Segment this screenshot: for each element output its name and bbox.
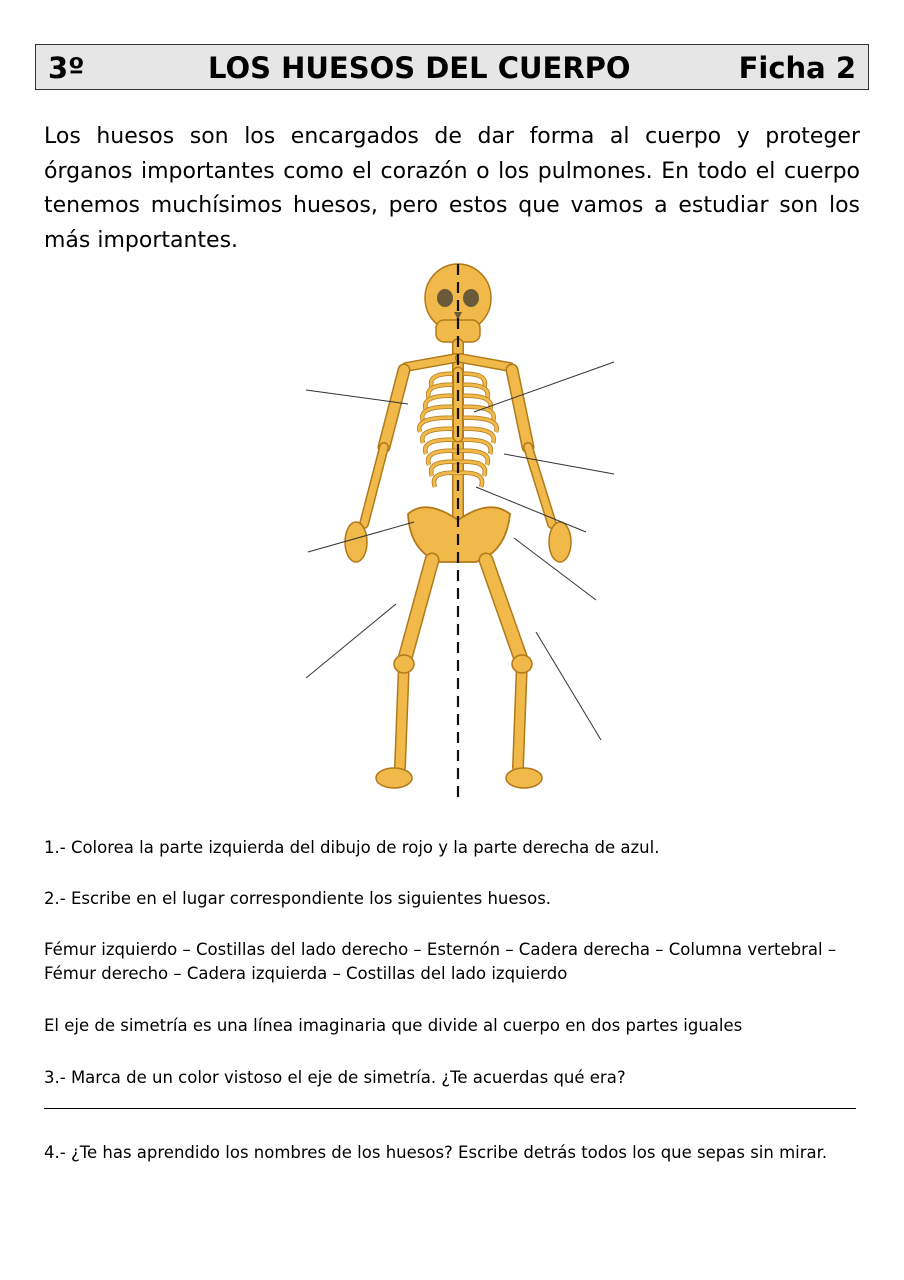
left-foot: [376, 768, 412, 788]
question-2: 2.- Escribe en el lugar correspondiente los siguientes huesos.: [44, 889, 552, 908]
right-femur: [486, 560, 522, 662]
left-eye-socket: [437, 289, 453, 307]
left-humerus: [384, 370, 404, 447]
left-knee: [394, 655, 414, 673]
right-eye-socket: [463, 289, 479, 307]
right-hand: [549, 522, 571, 562]
left-clavicle: [406, 358, 456, 367]
left-forearm: [364, 447, 384, 524]
intro-paragraph: Los huesos son los encargados de dar forma al cuerpo y proteger órganos importantes como el corazón o los pulmones. En todo el cuerpo tenemos muchísimos huesos, pero estos que vamos a estudiar son los más importantes.: [44, 124, 860, 253]
answer-line[interactable]: [44, 1108, 856, 1109]
right-knee: [512, 655, 532, 673]
pointer-line-right-ribs: [474, 362, 614, 412]
question-4: 4.- ¿Te has aprendido los nombres de los huesos? Escribe detrás todos los que sepas sin mirar.: [44, 1143, 828, 1162]
bones-list-line-1: Fémur izquierdo – Costillas del lado derecho – Esternón – Cadera derecha – Columna vertebral –: [44, 940, 837, 959]
symmetry-note: El eje de simetría es una línea imaginaria que divide al cuerpo en dos partes iguales: [44, 1016, 743, 1035]
sheet-number: Ficha 2: [738, 51, 856, 85]
left-hand: [345, 522, 367, 562]
bones-list-line-2: Fémur derecho – Cadera izquierda – Costillas del lado izquierdo: [44, 964, 568, 983]
skeleton-figure: [296, 262, 626, 802]
question-1: 1.- Colorea la parte izquierda del dibujo de rojo y la parte derecha de azul.: [44, 838, 660, 857]
left-femur: [404, 560, 432, 662]
left-tibia: [400, 662, 404, 767]
right-tibia: [518, 662, 522, 767]
worksheet-title: LOS HUESOS DEL CUERPO: [208, 51, 631, 85]
grade-label: 3º: [48, 51, 85, 85]
worksheet-header: [35, 44, 869, 90]
right-foot: [506, 768, 542, 788]
right-clavicle: [460, 358, 510, 367]
pointer-line-sternum: [504, 454, 614, 474]
pointer-line-right-femur: [536, 632, 601, 740]
question-3: 3.- Marca de un color vistoso el eje de simetría. ¿Te acuerdas qué era?: [44, 1068, 626, 1087]
skeleton-illustration: [296, 262, 626, 802]
pointer-line-left-femur: [306, 604, 396, 678]
